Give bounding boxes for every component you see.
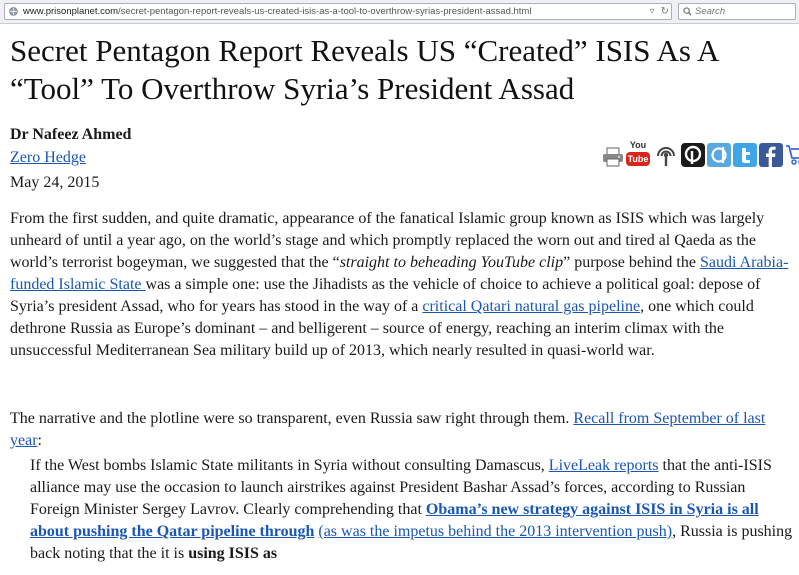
quote-text: If the West bombs Islamic State militants in Syria without consulting Damascus, bbox=[30, 457, 549, 474]
bold-text: using ISIS as bbox=[188, 545, 278, 562]
paragraph-text: From the first sudden, and quite dramatic, appearance of the fanatical Islamic group known as ISIS which was largely unheard of until a year ago, on the world’s stage and which promptly replaced the worn out and tired al Qaeda as the world’s terrorist bogeyman, we suggested that the “ bbox=[10, 210, 765, 271]
qatari-pipeline-link[interactable]: critical Qatari natural gas pipeline bbox=[422, 298, 641, 315]
paragraph-text: : bbox=[37, 432, 42, 449]
paragraph-text: ” purpose behind the bbox=[563, 254, 700, 271]
article-paragraph-1 bbox=[10, 208, 791, 362]
youtube-label-bottom: Tube bbox=[627, 154, 649, 164]
article-title: Secret Pentagon Report Reveals US “Created” ISIS As A “Tool” To Overthrow Syria’s President Assad bbox=[10, 33, 718, 106]
quote-text: , Russia is pushing back noting that the it is bbox=[30, 523, 793, 562]
obama-strategy-link[interactable]: Obama’s new strategy against ISIS in Syria is all about pushing the Qatar pipeline through bbox=[30, 501, 759, 540]
quote-text: that the anti-ISIS alliance may use the occasion to launch airstrikes against President Bashar Assad’s forces, according to Russian Foreign Minister Sergey Lavrov. Clearly comprehending that bbox=[30, 457, 772, 518]
intervention-push-link[interactable]: (as was the impetus behind the 2013 intervention push) bbox=[318, 523, 673, 540]
facebook-icon[interactable] bbox=[759, 143, 783, 167]
magnifier-icon bbox=[683, 7, 692, 16]
block-quote bbox=[30, 455, 795, 565]
paragraph-text: was a simple one: use the Jihadists as the vehicle of choice to achieve a political goal: depose of Syria’s president Assad, who for years has stood in the way of a bbox=[10, 276, 761, 315]
saudi-funded-isis-link[interactable]: Saudi Arabia-funded Islamic State bbox=[10, 254, 789, 293]
paragraph-text: , one which could dethrone Russia as Europe’s dominant – and belligerent – source of energy, reaching an interim climax with the unsuccessful Mediterranean Sea military build up of 2013, which nearly resulted in quasi-world war. bbox=[10, 298, 754, 359]
address-bar[interactable] bbox=[4, 3, 672, 20]
liveleak-link[interactable]: LiveLeak reports bbox=[548, 457, 659, 474]
globe-icon bbox=[9, 7, 18, 16]
source-link[interactable]: Zero Hedge bbox=[10, 149, 86, 166]
url-path: /secret-pentagon-report-reveals-us-created-isis-as-a-tool-to-overthrow-syrias-president-assad.html bbox=[118, 6, 532, 17]
paragraph-text: The narrative and the plotline were so transparent, even Russia saw right through them. bbox=[10, 410, 574, 427]
youtube-icon[interactable] bbox=[626, 140, 650, 167]
reload-icon[interactable]: ↻ bbox=[660, 6, 669, 17]
delicious-icon[interactable] bbox=[707, 143, 731, 167]
publish-date: May 24, 2015 bbox=[10, 174, 100, 191]
browser-toolbar bbox=[0, 0, 799, 24]
search-input[interactable] bbox=[695, 5, 791, 18]
podcast-icon[interactable] bbox=[654, 142, 678, 168]
author-name: Dr Nafeez Ahmed bbox=[10, 126, 132, 143]
italic-quote: straight to beheading YouTube clip bbox=[339, 254, 564, 271]
search-box[interactable] bbox=[678, 3, 796, 20]
twitter-icon[interactable] bbox=[733, 143, 757, 167]
pinterest-icon[interactable] bbox=[681, 143, 705, 167]
dropdown-arrow-icon[interactable]: ▿ bbox=[649, 6, 655, 17]
article-paragraph-2 bbox=[10, 408, 791, 452]
print-icon[interactable] bbox=[602, 147, 624, 167]
url-host: www.prisonplanet.com bbox=[23, 6, 119, 17]
youtube-label-top: You bbox=[629, 140, 647, 150]
recall-september-link[interactable]: Recall from September of last year bbox=[10, 410, 766, 449]
cart-icon[interactable] bbox=[785, 143, 799, 167]
